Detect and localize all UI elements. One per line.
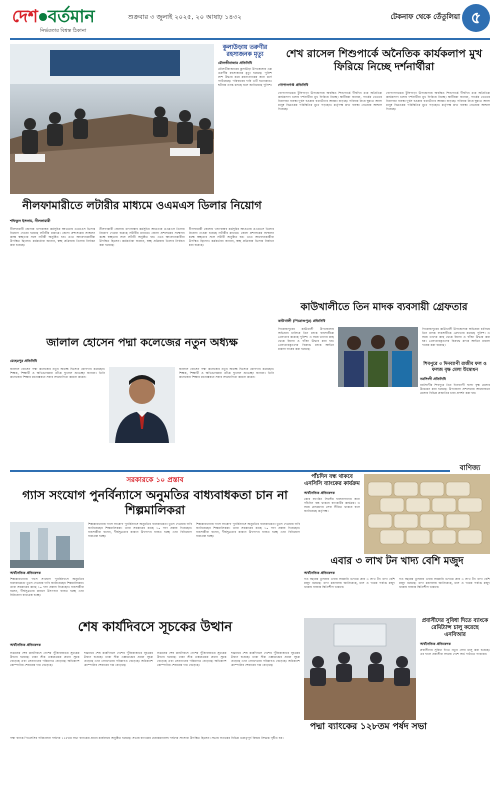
story-bank-closed-headline: পাঁচদিন বন্ধ থাকবে এনসিসি ব্যাংকের কার্যক্রম: [304, 474, 360, 487]
story-bank-closed-byline: অর্থনৈতিক প্রতিবেদক: [304, 491, 335, 495]
story-stock-headline: শেষ কার্যদিবসে সূচকের উত্থান: [77, 620, 233, 635]
story-sheikh-rasel-body-col2: গোপালগঞ্জের টুঙ্গিপাড়া উপজেলায় অবস্থিত শিশুপার্কে দীর্ঘদিন ধরে অনৈতিক কার্যকলাপ চলায় দর্শনার্থীরা মুখ ফিরিয়ে নিচ্ছে। স্থানীয়রা জানান, পার্কের ভেতরে নিরাপত্তা ব্যবস্থা দুর্বল হওয়ায় বখাটেদের আড্ডা বাড়ছে। পরিবার নিয়ে ঘুরতে আসা মানুষ বিব্রতকর পরিস্থিতির মুখে পড়ছেন। কর্তৃপক্ষ দ্রুত ব্যবস্থা নেওয়ার আশ্বাস দিয়েছে।: [386, 91, 490, 112]
story-gas: [10, 474, 300, 614]
rice-sacks-illustration: [364, 474, 490, 554]
story-college-row: [10, 367, 274, 443]
page-number-badge: [462, 4, 490, 32]
story-food-headline: এবার ৩ লাখ টন খাদ্য বেশি মজুদ: [330, 556, 464, 567]
logo-word-bartoman: বর্তমান: [47, 7, 95, 27]
story-padma-headline: পদ্মা ব্যাংকের ১২৮তম পর্ষদ সভা: [310, 722, 427, 732]
story-stock-body-col4: সপ্তাহের শেষ কার্যদিবসে দেশের পুঁজিবাজারে সূচকের উত্থান হয়েছে। ঢাকা স্টক এক্সচেঞ্জের প্রধান সূচক বেড়েছে এবং লেনদেনের পরিমাণও বেড়েছে। অধিকাংশ কোম্পানির শেয়ারের দাম বেড়েছে।: [230, 651, 300, 668]
page-number: ৫: [470, 8, 482, 27]
story-food-body-col1: গত বছরের তুলনায় এবার সরকারি গুদামে প্রায় ৩ লাখ টন খাদ্য বেশি মজুদ রয়েছে। খাদ্য মন্ত্রণালয় জানিয়েছে, চাল ও গমের পর্যাপ্ত মজুদ থাকায় বাজার স্থিতিশীল থাকবে।: [304, 577, 395, 590]
story-drugs-body: পিরোজপুরের কাউখালী উপজেলায় অভিযান চালিয়ে তিন মাদক ব্যবসায়ীকে গ্রেফতার করেছে পুলিশ। এ সময় তাদের কাছ থেকে ইয়াবা ও গাঁজা উদ্ধার করা হয়। গ্রেফতারকৃতদের বিরুদ্ধে মাদক আইনে মামলা দায়ের করা হয়েছে।: [278, 327, 334, 352]
meeting-illustration: [10, 44, 214, 194]
story-nilphamari-columns: [10, 227, 274, 299]
story-gas-body-col2: শিল্পকারখানায় গ্যাস সংযোগ পুনর্বিন্যাসে অনুমতির বাধ্যবাধকতা তুলে দেওয়ার দাবি জানিয়েছেন শিল্পমালিকরা। তারা সরকারের কাছে ১০ দফা প্রস্তাব দিয়েছেন। ব্যবসায়ীরা বলেন, দীর্ঘসূত্রতার কারণে উৎপাদন ব্যাহত হচ্ছে এবং বিনিয়োগ বাধাগ্রস্ত হচ্ছে।: [88, 522, 192, 539]
story-padma: [10, 722, 490, 782]
story-gas-row: [10, 522, 300, 618]
story-drugs-byline: কাউখালী (পিরোজপুর) প্রতিনিধি: [278, 319, 326, 323]
arrested-men-illustration: [338, 327, 418, 387]
story-gas-col1: [10, 522, 84, 618]
story-fair: [420, 362, 490, 462]
story-nilphamari-body-col3: নীলফামারী জেলায় খাদ্যবান্ধব কর্মসূচির আওতায় ওএমএস ডিলার নিয়োগ দেওয়া হয়েছে লটারীর মাধ্যমে। জেলা প্রশাসকের সম্মেলন কক্ষে স্বচ্ছতার সঙ্গে লটারী অনুষ্ঠিত হয়। এতে আবেদনকারীরা উপস্থিত ছিলেন। কর্মকর্তারা জানান, স্বচ্ছ প্রক্রিয়ায় ডিলার নির্বাচন করা হয়েছে।: [188, 227, 274, 248]
logo-word-desh: দেশ: [12, 7, 38, 27]
board-meeting-illustration: [304, 618, 416, 720]
story-stock-body-col2: সপ্তাহের শেষ কার্যদিবসে দেশের পুঁজিবাজারে সূচকের উত্থান হয়েছে। ঢাকা স্টক এক্সচেঞ্জের প্রধান সূচক বেড়েছে এবং লেনদেনের পরিমাণও বেড়েছে। অধিকাংশ কোম্পানির শেয়ারের দাম বেড়েছে।: [83, 651, 153, 668]
story-fair-headline: শিবপুরে ৩ দিনব্যাপী রাজীব ফল ও ফলজ বৃক্ষ মেলা উদ্বোধন: [423, 362, 487, 373]
story-nilphamari-headline: নীলফামারীতে লটারীর মাধ্যমে ওএমএস ডিলার নিয়োগ: [22, 199, 262, 212]
story-nilphamari: [10, 196, 274, 332]
masthead-rule: [10, 38, 490, 40]
principal-portrait: [109, 367, 175, 443]
story-kulaura-headline: কুলাউড়ায় তরুণীর রহস্যজনক মৃত্যু: [222, 44, 268, 58]
story-sheikh-rasel-body-col1: গোপালগঞ্জের টুঙ্গিপাড়া উপজেলায় অবস্থিত শিশুপার্কে দীর্ঘদিন ধরে অনৈতিক কার্যকলাপ চলায় দর্শনার্থীরা মুখ ফিরিয়ে নিচ্ছে। স্থানীয়রা জানান, পার্কের ভেতরে নিরাপত্তা ব্যবস্থা দুর্বল হওয়ায় বখাটেদের আড্ডা বাড়ছে। পরিবার নিয়ে ঘুরতে আসা মানুষ বিব্রতকর পরিস্থিতির মুখে পড়ছেন। কর্তৃপক্ষ দ্রুত ব্যবস্থা নেওয়ার আশ্বাস দিয়েছে।: [278, 91, 382, 112]
story-bank-closed-body: কোর ব্যাংকিং সিস্টেম হালনাগাদের জন্য পাঁচদিন বন্ধ থাকবে ব্যাংকটির কার্যক্রম। এ সময় গ্রাহকদের সেবা সীমিত থাকবে বলে জানিয়েছে কর্তৃপক্ষ।: [304, 497, 360, 514]
story-sheikh-rasel-headline: শেখ রাসেল শিশুপার্কে অনৈতিক কার্যকলাপ মুখ ফিরিয়ে নিচ্ছে দর্শনার্থীরা: [286, 48, 482, 73]
story-nilphamari-byline: শফিকুল ইসলাম, নীলফামারী: [10, 219, 51, 223]
story-gas-headline: গ্যাস সংযোগ পুনর্বিন্যাসে অনুমতির বাধ্যবাধকতা চান না শিল্পমালিকরা: [22, 488, 288, 517]
newspaper-logo: [12, 6, 112, 28]
story-gas-body-col3: শিল্পকারখানায় গ্যাস সংযোগ পুনর্বিন্যাসে অনুমতির বাধ্যবাধকতা তুলে দেওয়ার দাবি জানিয়েছেন শিল্পমালিকরা। তারা সরকারের কাছে ১০ দফা প্রস্তাব দিয়েছেন। ব্যবসায়ীরা বলেন, দীর্ঘসূত্রতার কারণে উৎপাদন ব্যাহত হচ্ছে এবং বিনিয়োগ বাধাগ্রস্ত হচ্ছে।: [196, 522, 300, 539]
logo-globe-icon: [39, 13, 47, 21]
arrested-men-photo: [338, 327, 418, 387]
story-college-headline: জালাল হোসেন পদ্মা কলেজের নতুন অধ্যক্ষ: [46, 336, 238, 349]
masthead-slogan: নির্ভরতার বিশ্বস্ত ঠিকানা: [40, 28, 87, 34]
masthead: [0, 0, 500, 42]
story-kulaura-byline: মৌলভীবাজার প্রতিনিধি: [218, 61, 253, 65]
rice-sacks-photo: [364, 474, 490, 554]
story-gas-kicker: সরকারকে ১০ প্রস্তাব: [126, 476, 184, 484]
story-drugs-headline: কাউখালীতে তিন মাদক ব্যবসায়ী গ্রেফতার: [300, 302, 468, 313]
story-stock-byline: অর্থনৈতিক প্রতিবেদক: [10, 643, 41, 647]
story-kulaura-body: মৌলভীবাজারের কুলাউড়া উপজেলায় এক তরুণীর রহস্যজনক মৃত্যু হয়েছে। পুলিশ লাশ উদ্ধার করে ময়নাতদন্তের জন্য মর্গে পাঠিয়েছে। পরিবারের দাবি এটি হত্যাকাণ্ড। ঘটনার তদন্ত চলছে বলে জানিয়েছে পুলিশ।: [218, 67, 272, 88]
story-sheikh-rasel-columns: [278, 91, 490, 281]
gas-plant-photo: [10, 522, 84, 568]
story-remittance-byline: অর্থনৈতিক প্রতিবেদক: [420, 642, 451, 646]
story-nilphamari-body-col2: নীলফামারী জেলায় খাদ্যবান্ধব কর্মসূচির আওতায় ওএমএস ডিলার নিয়োগ দেওয়া হয়েছে লটারীর মাধ্যমে। জেলা প্রশাসকের সম্মেলন কক্ষে স্বচ্ছতার সঙ্গে লটারী অনুষ্ঠিত হয়। এতে আবেদনকারীরা উপস্থিত ছিলেন। কর্মকর্তারা জানান, স্বচ্ছ প্রক্রিয়ায় ডিলার নির্বাচন করা হয়েছে।: [99, 227, 185, 248]
story-fair-body: নরসিংদীর শিবপুরে তিন দিনব্যাপী ফলদ বৃক্ষ মেলার উদ্বোধন করা হয়েছে। উপজেলা প্রশাসনের আয়োজনে মেলায় বিভিন্ন প্রজাতির চারা প্রদর্শন করা হয়।: [420, 383, 490, 396]
story-college: [10, 334, 274, 460]
principal-portrait-illustration: [109, 367, 175, 443]
story-college-body-col1: জালাল হোসেন পদ্মা কলেজের নতুন অধ্যক্ষ হিসেবে যোগদান করেছেন। শিক্ষক, শিক্ষার্থী ও অভিভাবকরা তাঁকে ফুলেল শুভেচ্ছা জানান। তিনি কলেজের শিক্ষার মানোন্নয়নে সবার সহযোগিতা কামনা করেন।: [10, 367, 105, 380]
story-padma-body: পদ্মা ব্যাংক পিএলসির পরিচালনা পর্ষদের ১২৮তম সভা ব্যাংকের প্রধান কার্যালয়ে অনুষ্ঠিত হয়েছে। সভায় ব্যাংকের চেয়ারম্যানসহ পর্ষদের সদস্যরা উপস্থিত ছিলেন। সভায় ব্যাংকের বিভিন্ন গুরুত্বপূর্ণ বিষয়ে সিদ্ধান্ত গৃহীত হয়।: [10, 736, 284, 740]
story-college-body-col2: জালাল হোসেন পদ্মা কলেজের নতুন অধ্যক্ষ হিসেবে যোগদান করেছেন। শিক্ষক, শিক্ষার্থী ও অভিভাবকরা তাঁকে ফুলেল শুভেচ্ছা জানান। তিনি কলেজের শিক্ষার মানোন্নয়নে সবার সহযোগিতা কামনা করেন।: [179, 367, 274, 380]
story-sheikh-rasel: [278, 44, 490, 300]
story-food-byline: অর্থনৈতিক প্রতিবেদক: [304, 571, 335, 575]
story-stock-body-col1: সপ্তাহের শেষ কার্যদিবসে দেশের পুঁজিবাজারে সূচকের উত্থান হয়েছে। ঢাকা স্টক এক্সচেঞ্জের প্রধান সূচক বেড়েছে এবং লেনদেনের পরিমাণও বেড়েছে। অধিকাংশ কোম্পানির শেয়ারের দাম বেড়েছে।: [10, 651, 80, 668]
story-food-columns: [304, 577, 490, 613]
story-food-body-col2: গত বছরের তুলনায় এবার সরকারি গুদামে প্রায় ৩ লাখ টন খাদ্য বেশি মজুদ রয়েছে। খাদ্য মন্ত্রণালয় জানিয়েছে, চাল ও গমের পর্যাপ্ত মজুদ থাকায় বাজার স্থিতিশীল থাকবে।: [399, 577, 490, 590]
masthead-dateline: শুক্রবার ৩ জুলাই ২০২৫, ২০ আষাঢ় ১৪৩২: [128, 13, 242, 21]
gas-plant-illustration: [10, 522, 84, 568]
meeting-photo: [10, 44, 214, 194]
story-sheikh-rasel-byline: গোপালগঞ্জ প্রতিনিধি: [278, 83, 309, 87]
board-meeting-photo: [304, 618, 416, 720]
story-gas-body-col1: শিল্পকারখানায় গ্যাস সংযোগ পুনর্বিন্যাসে অনুমতির বাধ্যবাধকতা তুলে দেওয়ার দাবি জানিয়েছেন শিল্পমালিকরা। তারা সরকারের কাছে ১০ দফা প্রস্তাব দিয়েছেন। ব্যবসায়ীরা বলেন, দীর্ঘসূত্রতার কারণে উৎপাদন ব্যাহত হচ্ছে এবং বিনিয়োগ বাধাগ্রস্ত হচ্ছে।: [10, 577, 84, 598]
story-stock-body-col3: সপ্তাহের শেষ কার্যদিবসে দেশের পুঁজিবাজারে সূচকের উত্থান হয়েছে। ঢাকা স্টক এক্সচেঞ্জের প্রধান সূচক বেড়েছে এবং লেনদেনের পরিমাণও বেড়েছে। অধিকাংশ কোম্পানির শেয়ারের দাম বেড়েছে।: [157, 651, 227, 668]
story-remittance-headline: প্রবাসীদের সুবিধা দিতে ব্যাংকে রেমিট্যান্স চালু করেছে এনবিআর: [421, 618, 489, 638]
story-gas-byline: অর্থনৈতিক প্রতিবেদক: [10, 571, 41, 575]
story-drugs-body-col2: পিরোজপুরের কাউখালী উপজেলায় অভিযান চালিয়ে তিন মাদক ব্যবসায়ীকে গ্রেফতার করেছে পুলিশ। এ সময় তাদের কাছ থেকে ইয়াবা ও গাঁজা উদ্ধার করা হয়। গ্রেফতারকৃতদের বিরুদ্ধে মাদক আইনে মামলা দায়ের করা হয়েছে।: [422, 327, 490, 348]
story-kulaura: [218, 44, 272, 194]
story-nilphamari-body-col1: নীলফামারী জেলায় খাদ্যবান্ধব কর্মসূচির আওতায় ওএমএস ডিলার নিয়োগ দেওয়া হয়েছে লটারীর মাধ্যমে। জেলা প্রশাসকের সম্মেলন কক্ষে স্বচ্ছতার সঙ্গে লটারী অনুষ্ঠিত হয়। এতে আবেদনকারীরা উপস্থিত ছিলেন। কর্মকর্তারা জানান, স্বচ্ছ প্রক্রিয়ায় ডিলার নির্বাচন করা হয়েছে।: [10, 227, 96, 248]
story-college-byline: মেহেরপুর প্রতিনিধি: [10, 359, 38, 363]
story-fair-byline: নরসিংদী প্রতিনিধি: [420, 377, 446, 381]
business-section-divider: [10, 470, 450, 472]
section-title: টেকনাফ থেকে তেঁতুলিয়া: [390, 13, 460, 21]
story-food: [304, 556, 490, 616]
business-section-label: বাণিজ্য: [459, 464, 481, 472]
story-remittance-body: প্রবাসীদের সুবিধা দিতে নতুন সেবা চালু করা হয়েছে। এর ফলে প্রবাসীরা সহজে দেশে অর্থ পাঠাতে পারবেন।: [420, 648, 490, 657]
